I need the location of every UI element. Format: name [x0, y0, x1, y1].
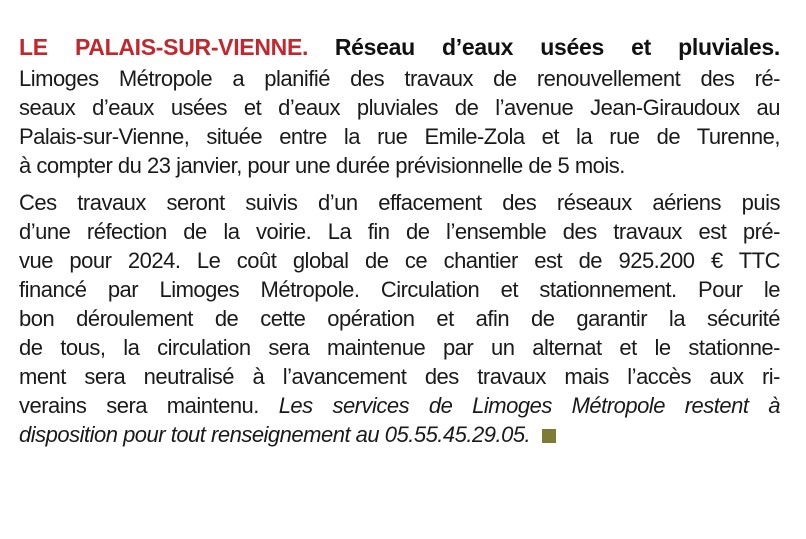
paragraph-line: d’une réfection de la voirie. La fin de l’ensemble des travaux est pré-	[19, 219, 780, 244]
paragraph-line: ment sera neutralisé à l’avancement des travaux mais l’accès aux ri-	[19, 364, 780, 389]
location-label: LE PALAIS-SUR-VIENNE.	[19, 34, 309, 60]
paragraph-line: Palais-sur-Vienne, située entre la rue Emile-Zola et la rue de Turenne,	[19, 124, 780, 149]
paragraph-1	[19, 64, 780, 180]
paragraph-line-mixed	[19, 391, 780, 420]
paragraph-line: Limoges Métropole a planifié des travaux de renouvellement des ré-	[19, 66, 780, 91]
paragraph-line: de tous, la circulation sera maintenue par un alternat et le stationne-	[19, 335, 780, 360]
paragraph-line: vue pour 2024. Le coût global de ce chantier est de 925.200 € TTC	[19, 248, 780, 273]
article-headline: Réseau d’eaux usées et pluviales.	[334, 34, 780, 60]
paragraph-line: bon déroulement de cette opération et afin de garantir la sécurité	[19, 306, 780, 331]
end-of-article-square-icon	[542, 429, 556, 443]
paragraph-2	[19, 188, 780, 449]
article-header-line	[19, 30, 780, 64]
paragraph-line: financé par Limoges Métropole. Circulation et stationnement. Pour le	[19, 277, 780, 302]
paragraph-line: Ces travaux seront suivis d’un effacement des réseaux aériens puis	[19, 190, 780, 215]
paragraph-line-final	[19, 420, 780, 449]
contact-italic-text: disposition pour tout renseignement au 05.55.45.29.05.	[19, 422, 531, 447]
contact-italic-text: Les services de Limoges Métropole restent à	[278, 393, 780, 418]
paragraph-line: seaux d’eaux usées et d’eaux pluviales de l’avenue Jean-Giraudoux au	[19, 95, 780, 120]
regular-text: verains sera maintenu.	[19, 393, 279, 418]
paragraph-line: à compter du 23 janvier, pour une durée prévisionnelle de 5 mois.	[19, 153, 625, 178]
